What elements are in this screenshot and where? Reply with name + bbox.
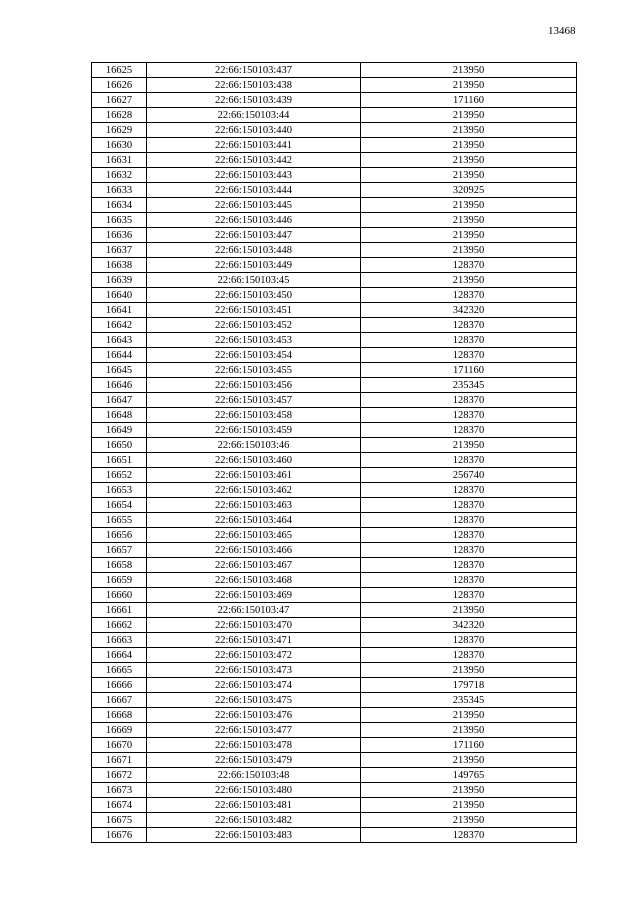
table-row — [92, 828, 577, 843]
table-row — [92, 168, 577, 183]
table-row — [92, 768, 577, 783]
cadastral-number-cell: 22:66:150103:474 — [147, 678, 361, 693]
cadastral-number-cell: 22:66:150103:439 — [147, 93, 361, 108]
row-number-cell: 16664 — [92, 648, 147, 663]
cadastral-number-cell: 22:66:150103:476 — [147, 708, 361, 723]
table-row — [92, 183, 577, 198]
table-row — [92, 528, 577, 543]
value-cell: 149765 — [361, 768, 577, 783]
cadastral-number-cell: 22:66:150103:437 — [147, 63, 361, 78]
table-row — [92, 738, 577, 753]
table-row — [92, 123, 577, 138]
value-cell: 128370 — [361, 333, 577, 348]
value-cell: 171160 — [361, 93, 577, 108]
cadastral-number-cell: 22:66:150103:45 — [147, 273, 361, 288]
row-number-cell: 16670 — [92, 738, 147, 753]
cadastral-number-cell: 22:66:150103:468 — [147, 573, 361, 588]
value-cell: 128370 — [361, 258, 577, 273]
row-number-cell: 16674 — [92, 798, 147, 813]
value-cell: 171160 — [361, 738, 577, 753]
value-cell: 128370 — [361, 528, 577, 543]
cadastral-number-cell: 22:66:150103:460 — [147, 453, 361, 468]
row-number-cell: 16647 — [92, 393, 147, 408]
table-row — [92, 108, 577, 123]
value-cell: 128370 — [361, 483, 577, 498]
row-number-cell: 16625 — [92, 63, 147, 78]
cadastral-number-cell: 22:66:150103:449 — [147, 258, 361, 273]
row-number-cell: 16646 — [92, 378, 147, 393]
value-cell: 213950 — [361, 123, 577, 138]
row-number-cell: 16668 — [92, 708, 147, 723]
table-row — [92, 648, 577, 663]
table-row — [92, 333, 577, 348]
row-number-cell: 16650 — [92, 438, 147, 453]
cadastral-number-cell: 22:66:150103:466 — [147, 543, 361, 558]
row-number-cell: 16640 — [92, 288, 147, 303]
row-number-cell: 16672 — [92, 768, 147, 783]
value-cell: 213950 — [361, 708, 577, 723]
row-number-cell: 16626 — [92, 78, 147, 93]
row-number-cell: 16648 — [92, 408, 147, 423]
table-row — [92, 348, 577, 363]
value-cell: 235345 — [361, 693, 577, 708]
value-cell: 213950 — [361, 798, 577, 813]
cadastral-number-cell: 22:66:150103:482 — [147, 813, 361, 828]
cadastral-number-cell: 22:66:150103:478 — [147, 738, 361, 753]
value-cell: 213950 — [361, 813, 577, 828]
table-row — [92, 78, 577, 93]
table-row — [92, 288, 577, 303]
cadastral-number-cell: 22:66:150103:469 — [147, 588, 361, 603]
table-row — [92, 783, 577, 798]
value-cell: 171160 — [361, 363, 577, 378]
value-cell: 213950 — [361, 78, 577, 93]
table-row — [92, 498, 577, 513]
table-row — [92, 483, 577, 498]
row-number-cell: 16652 — [92, 468, 147, 483]
row-number-cell: 16649 — [92, 423, 147, 438]
value-cell: 128370 — [361, 543, 577, 558]
table-row — [92, 138, 577, 153]
table-row — [92, 318, 577, 333]
table-row — [92, 618, 577, 633]
cadastral-number-cell: 22:66:150103:475 — [147, 693, 361, 708]
value-cell: 213950 — [361, 438, 577, 453]
row-number-cell: 16629 — [92, 123, 147, 138]
table-row — [92, 513, 577, 528]
cadastral-number-cell: 22:66:150103:465 — [147, 528, 361, 543]
row-number-cell: 16657 — [92, 543, 147, 558]
value-cell: 128370 — [361, 648, 577, 663]
value-cell: 213950 — [361, 228, 577, 243]
table-row — [92, 603, 577, 618]
value-cell: 128370 — [361, 588, 577, 603]
row-number-cell: 16654 — [92, 498, 147, 513]
row-number-cell: 16631 — [92, 153, 147, 168]
value-cell: 213950 — [361, 663, 577, 678]
cadastral-number-cell: 22:66:150103:473 — [147, 663, 361, 678]
table-row — [92, 93, 577, 108]
row-number-cell: 16658 — [92, 558, 147, 573]
table-row — [92, 303, 577, 318]
cadastral-number-cell: 22:66:150103:480 — [147, 783, 361, 798]
row-number-cell: 16636 — [92, 228, 147, 243]
table-row — [92, 198, 577, 213]
cadastral-number-cell: 22:66:150103:44 — [147, 108, 361, 123]
value-cell: 213950 — [361, 723, 577, 738]
row-number-cell: 16633 — [92, 183, 147, 198]
row-number-cell: 16651 — [92, 453, 147, 468]
cadastral-number-cell: 22:66:150103:47 — [147, 603, 361, 618]
value-cell: 128370 — [361, 573, 577, 588]
value-cell: 128370 — [361, 558, 577, 573]
value-cell: 128370 — [361, 453, 577, 468]
row-number-cell: 16675 — [92, 813, 147, 828]
row-number-cell: 16671 — [92, 753, 147, 768]
row-number-cell: 16645 — [92, 363, 147, 378]
table-row — [92, 228, 577, 243]
value-cell: 128370 — [361, 393, 577, 408]
cadastral-number-cell: 22:66:150103:46 — [147, 438, 361, 453]
value-cell: 235345 — [361, 378, 577, 393]
cadastral-number-cell: 22:66:150103:442 — [147, 153, 361, 168]
table-row — [92, 708, 577, 723]
value-cell: 128370 — [361, 828, 577, 843]
cadastral-number-cell: 22:66:150103:464 — [147, 513, 361, 528]
row-number-cell: 16656 — [92, 528, 147, 543]
registry-table-body — [92, 63, 577, 843]
table-row — [92, 258, 577, 273]
value-cell: 213950 — [361, 168, 577, 183]
cadastral-number-cell: 22:66:150103:438 — [147, 78, 361, 93]
cadastral-number-cell: 22:66:150103:443 — [147, 168, 361, 183]
row-number-cell: 16665 — [92, 663, 147, 678]
cadastral-number-cell: 22:66:150103:462 — [147, 483, 361, 498]
value-cell: 213950 — [361, 243, 577, 258]
table-row — [92, 468, 577, 483]
cadastral-number-cell: 22:66:150103:444 — [147, 183, 361, 198]
value-cell: 213950 — [361, 138, 577, 153]
value-cell: 213950 — [361, 153, 577, 168]
value-cell: 128370 — [361, 423, 577, 438]
row-number-cell: 16638 — [92, 258, 147, 273]
value-cell: 213950 — [361, 198, 577, 213]
cadastral-number-cell: 22:66:150103:453 — [147, 333, 361, 348]
cadastral-number-cell: 22:66:150103:461 — [147, 468, 361, 483]
value-cell: 213950 — [361, 63, 577, 78]
table-row — [92, 663, 577, 678]
cadastral-number-cell: 22:66:150103:447 — [147, 228, 361, 243]
table-row — [92, 453, 577, 468]
row-number-cell: 16673 — [92, 783, 147, 798]
row-number-cell: 16632 — [92, 168, 147, 183]
row-number-cell: 16669 — [92, 723, 147, 738]
row-number-cell: 16630 — [92, 138, 147, 153]
cadastral-number-cell: 22:66:150103:481 — [147, 798, 361, 813]
page-number: 13468 — [548, 25, 576, 37]
cadastral-number-cell: 22:66:150103:451 — [147, 303, 361, 318]
row-number-cell: 16644 — [92, 348, 147, 363]
table-row — [92, 408, 577, 423]
table-row — [92, 723, 577, 738]
table-row — [92, 213, 577, 228]
row-number-cell: 16662 — [92, 618, 147, 633]
cadastral-number-cell: 22:66:150103:441 — [147, 138, 361, 153]
row-number-cell: 16659 — [92, 573, 147, 588]
table-row — [92, 813, 577, 828]
row-number-cell: 16667 — [92, 693, 147, 708]
table-row — [92, 423, 577, 438]
value-cell: 320925 — [361, 183, 577, 198]
row-number-cell: 16642 — [92, 318, 147, 333]
table-row — [92, 273, 577, 288]
value-cell: 213950 — [361, 213, 577, 228]
cadastral-number-cell: 22:66:150103:452 — [147, 318, 361, 333]
value-cell: 128370 — [361, 288, 577, 303]
row-number-cell: 16635 — [92, 213, 147, 228]
table-row — [92, 63, 577, 78]
registry-table — [91, 62, 577, 843]
cadastral-number-cell: 22:66:150103:470 — [147, 618, 361, 633]
row-number-cell: 16634 — [92, 198, 147, 213]
row-number-cell: 16653 — [92, 483, 147, 498]
row-number-cell: 16641 — [92, 303, 147, 318]
row-number-cell: 16660 — [92, 588, 147, 603]
table-row — [92, 393, 577, 408]
cadastral-number-cell: 22:66:150103:463 — [147, 498, 361, 513]
cadastral-number-cell: 22:66:150103:467 — [147, 558, 361, 573]
value-cell: 213950 — [361, 753, 577, 768]
row-number-cell: 16628 — [92, 108, 147, 123]
value-cell: 128370 — [361, 408, 577, 423]
table-row — [92, 438, 577, 453]
row-number-cell: 16661 — [92, 603, 147, 618]
row-number-cell: 16643 — [92, 333, 147, 348]
cadastral-number-cell: 22:66:150103:448 — [147, 243, 361, 258]
row-number-cell: 16676 — [92, 828, 147, 843]
cadastral-number-cell: 22:66:150103:48 — [147, 768, 361, 783]
cadastral-number-cell: 22:66:150103:450 — [147, 288, 361, 303]
cadastral-number-cell: 22:66:150103:456 — [147, 378, 361, 393]
row-number-cell: 16655 — [92, 513, 147, 528]
row-number-cell: 16639 — [92, 273, 147, 288]
row-number-cell: 16666 — [92, 678, 147, 693]
table-row — [92, 543, 577, 558]
row-number-cell: 16627 — [92, 93, 147, 108]
table-row — [92, 753, 577, 768]
value-cell: 213950 — [361, 603, 577, 618]
table-row — [92, 153, 577, 168]
value-cell: 128370 — [361, 513, 577, 528]
table-row — [92, 798, 577, 813]
value-cell: 342320 — [361, 618, 577, 633]
value-cell: 179718 — [361, 678, 577, 693]
cadastral-number-cell: 22:66:150103:445 — [147, 198, 361, 213]
value-cell: 128370 — [361, 633, 577, 648]
cadastral-number-cell: 22:66:150103:471 — [147, 633, 361, 648]
cadastral-number-cell: 22:66:150103:454 — [147, 348, 361, 363]
value-cell: 213950 — [361, 783, 577, 798]
table-row — [92, 243, 577, 258]
cadastral-number-cell: 22:66:150103:440 — [147, 123, 361, 138]
value-cell: 256740 — [361, 468, 577, 483]
table-row — [92, 588, 577, 603]
table-row — [92, 693, 577, 708]
value-cell: 213950 — [361, 108, 577, 123]
value-cell: 128370 — [361, 318, 577, 333]
cadastral-number-cell: 22:66:150103:479 — [147, 753, 361, 768]
cadastral-number-cell: 22:66:150103:455 — [147, 363, 361, 378]
row-number-cell: 16663 — [92, 633, 147, 648]
value-cell: 213950 — [361, 273, 577, 288]
table-row — [92, 678, 577, 693]
value-cell: 128370 — [361, 498, 577, 513]
cadastral-number-cell: 22:66:150103:472 — [147, 648, 361, 663]
table-row — [92, 378, 577, 393]
cadastral-number-cell: 22:66:150103:477 — [147, 723, 361, 738]
cadastral-number-cell: 22:66:150103:458 — [147, 408, 361, 423]
row-number-cell: 16637 — [92, 243, 147, 258]
cadastral-number-cell: 22:66:150103:446 — [147, 213, 361, 228]
value-cell: 342320 — [361, 303, 577, 318]
table-row — [92, 573, 577, 588]
cadastral-number-cell: 22:66:150103:459 — [147, 423, 361, 438]
table-row — [92, 633, 577, 648]
table-row — [92, 363, 577, 378]
cadastral-number-cell: 22:66:150103:483 — [147, 828, 361, 843]
value-cell: 128370 — [361, 348, 577, 363]
cadastral-number-cell: 22:66:150103:457 — [147, 393, 361, 408]
table-row — [92, 558, 577, 573]
